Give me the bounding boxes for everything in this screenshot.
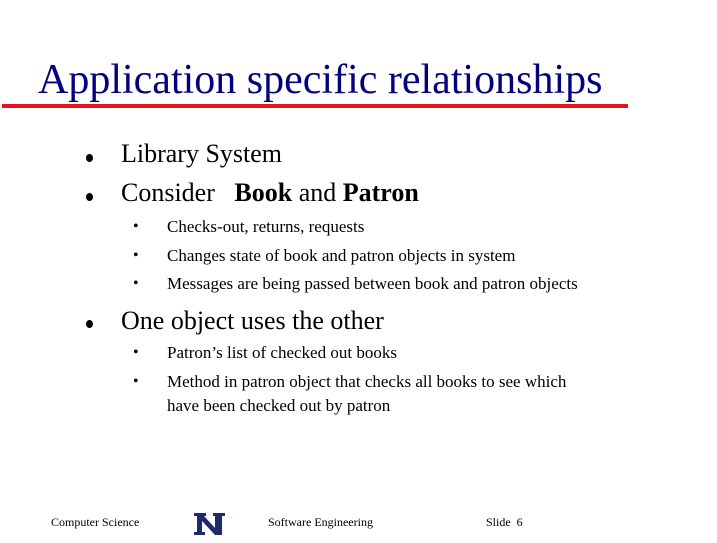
- bullet-dot: [86, 154, 93, 162]
- sub-bullet-dot: •: [133, 275, 139, 292]
- slide-label: Slide: [486, 515, 511, 529]
- sub-bullet-dot: •: [133, 247, 139, 264]
- bullet-library-system: Library System: [121, 139, 283, 168]
- slide-number: 6: [516, 515, 523, 529]
- footer-course: Software Engineering: [268, 515, 373, 529]
- footer-slide-number: [486, 514, 523, 530]
- bullet-dot: [86, 193, 93, 201]
- book-term: Book: [234, 178, 293, 207]
- slide-title: Application specific relationships: [38, 57, 603, 103]
- bullet-one-object: One object uses the other: [121, 306, 384, 335]
- sub-bullet-method-line1: Method in patron object that checks all books to see which: [167, 372, 567, 391]
- nebraska-n-logo-icon: [192, 510, 228, 538]
- consider-prefix: Consider: [121, 178, 215, 207]
- patron-term: Patron: [342, 178, 419, 207]
- sub-bullet-patron-list: Patron’s list of checked out books: [167, 343, 397, 362]
- bullet-consider: [121, 178, 419, 208]
- sub-bullet-method-line2: have been checked out by patron: [167, 396, 391, 415]
- sub-bullet-messages: Messages are being passed between book and patron objects: [167, 274, 578, 293]
- sub-bullet-dot: •: [133, 344, 139, 361]
- sub-bullet-dot: •: [133, 373, 139, 390]
- sub-bullet-checks-out: Checks-out, returns, requests: [167, 217, 365, 236]
- sub-bullet-dot: •: [133, 218, 139, 235]
- bullet-dot: [86, 320, 93, 328]
- and-word: and: [298, 178, 337, 207]
- sub-bullet-changes-state: Changes state of book and patron objects in system: [167, 246, 516, 265]
- title-underline: [2, 104, 628, 108]
- footer-department: Computer Science: [51, 515, 140, 529]
